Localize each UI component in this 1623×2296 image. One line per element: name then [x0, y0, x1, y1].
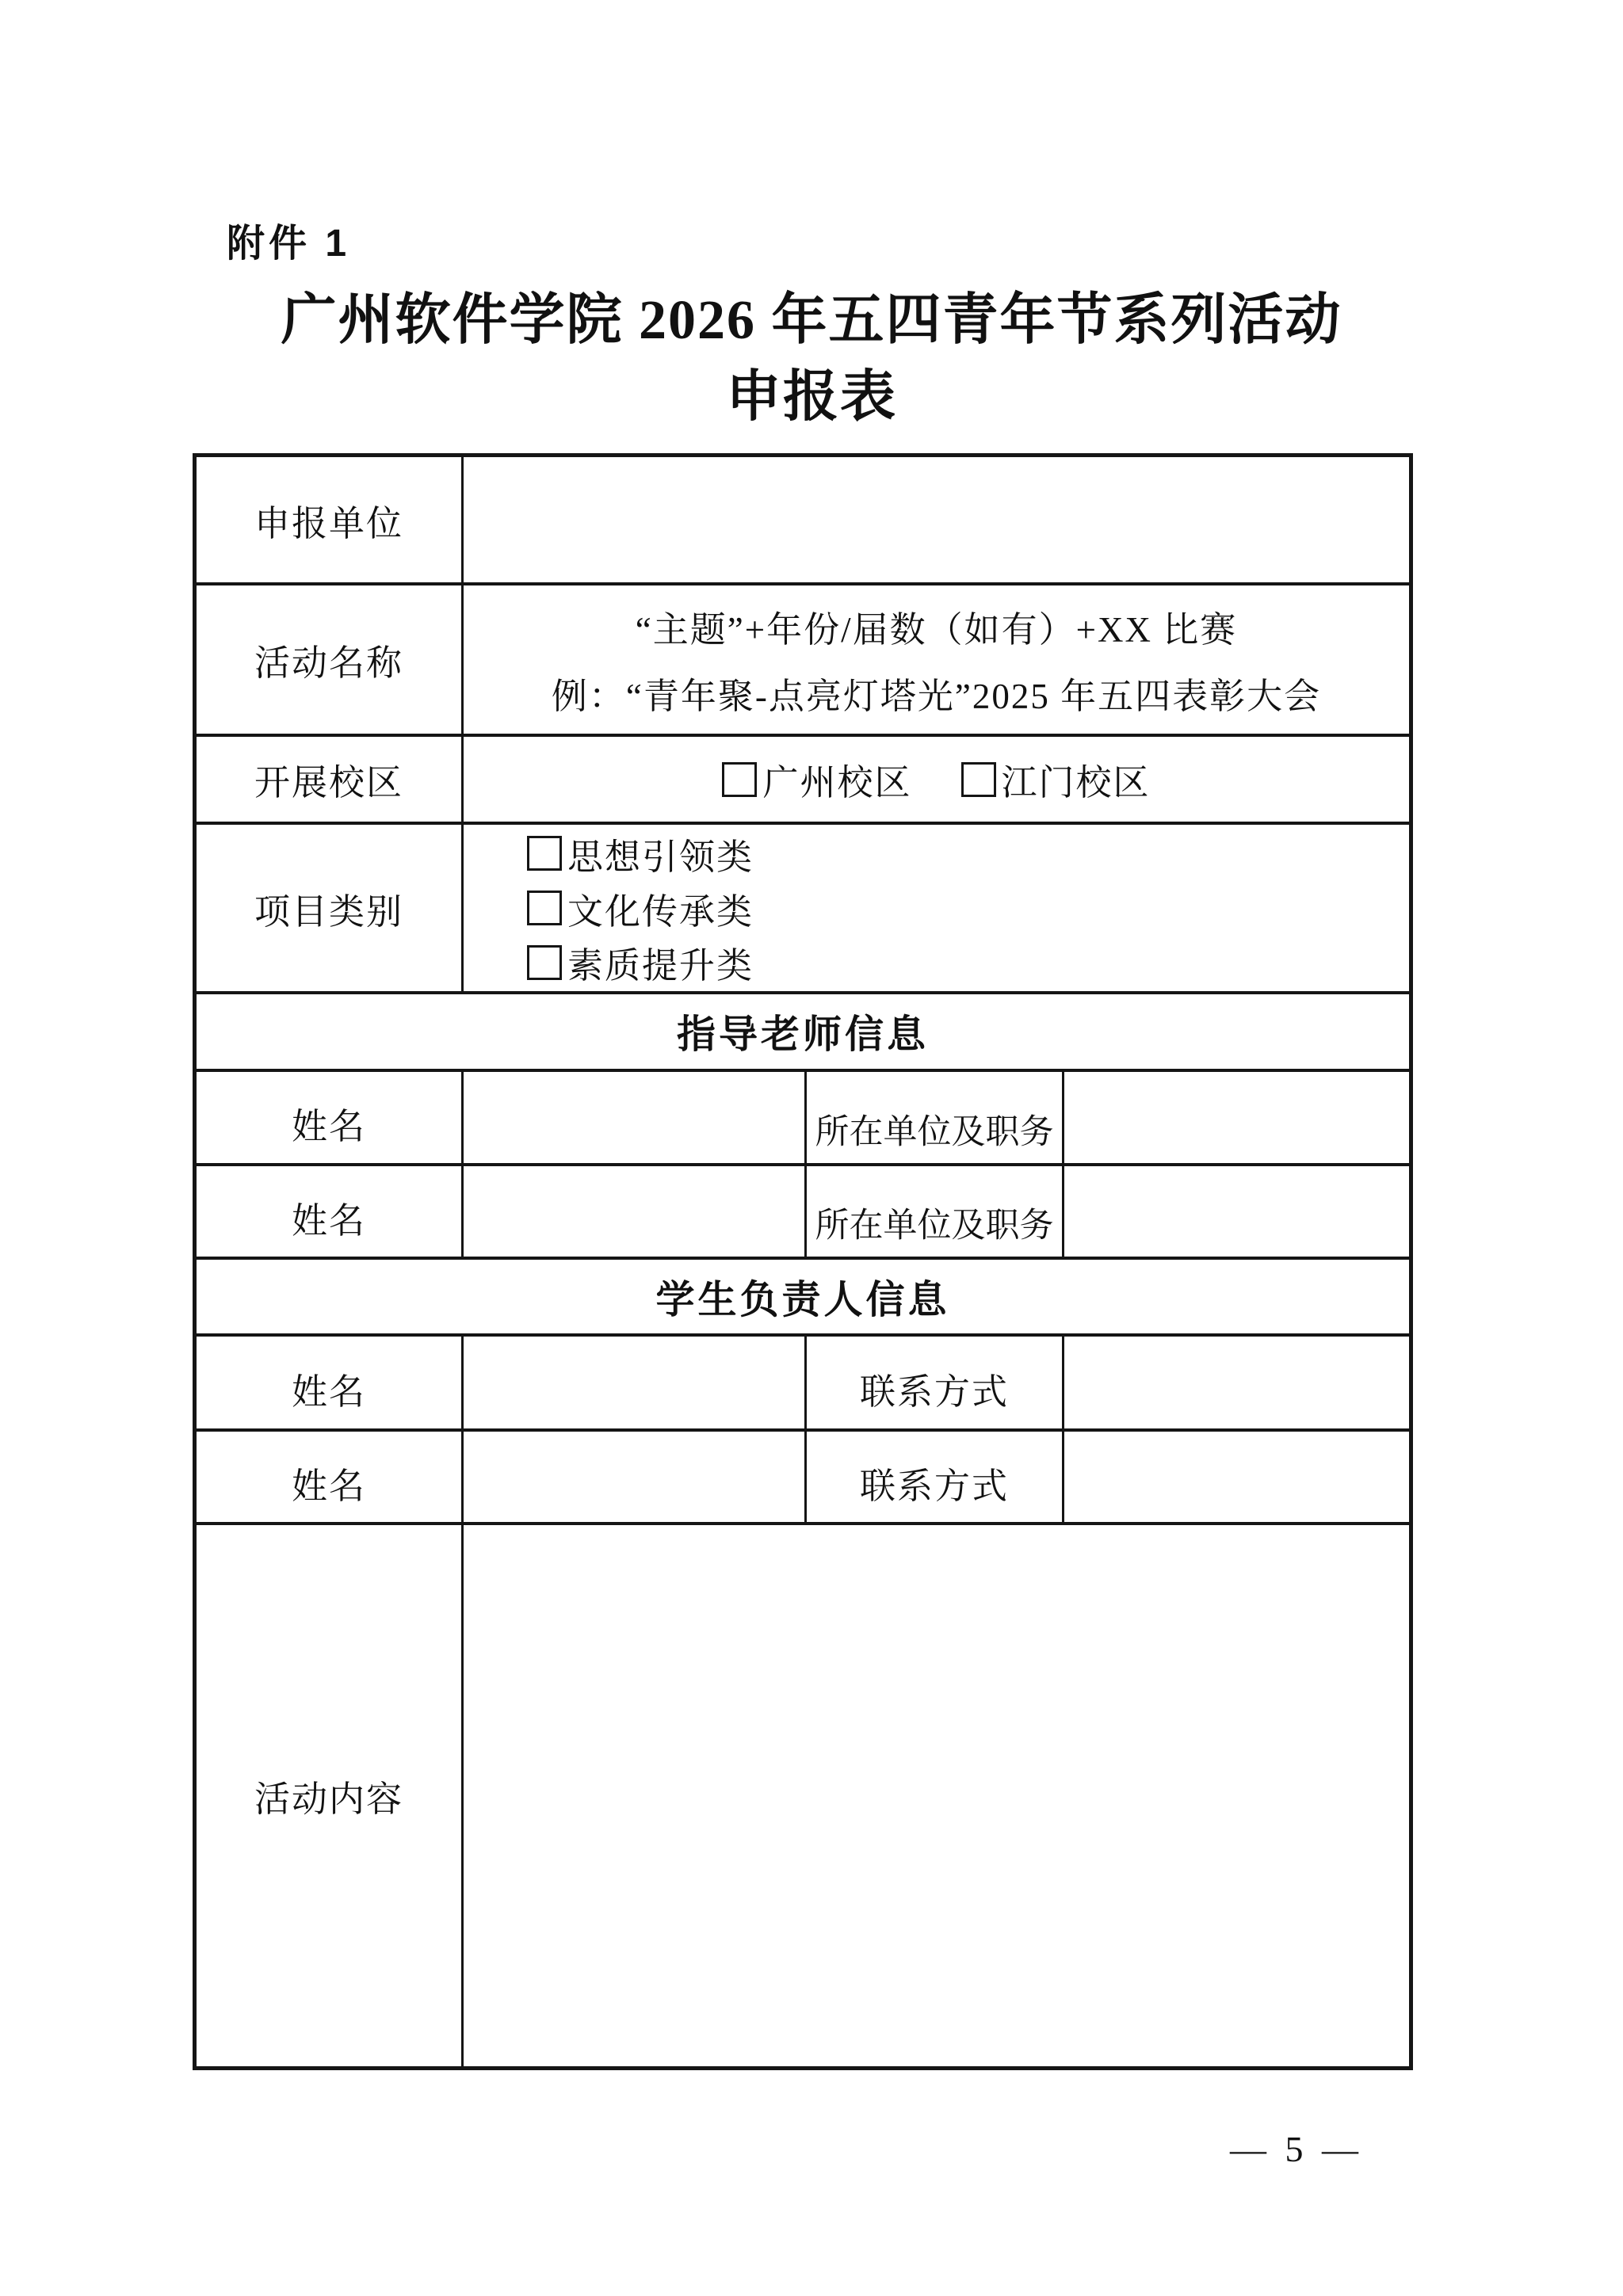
activity-name-example: 例：“青年聚-点亮灯塔光”2025 年五四表彰大会: [551, 677, 1322, 716]
applicant-unit-label: 申报单位: [197, 457, 464, 582]
instructor-unit-label: 所在单位及职务: [807, 1166, 1064, 1257]
document-title-line2: 申报表: [726, 367, 897, 428]
applicant-unit-row: [197, 457, 1409, 585]
checkbox-icon[interactable]: [527, 945, 562, 980]
instructor-unit-value-cell[interactable]: [1064, 1072, 1409, 1163]
project-category-label: 项目类别: [197, 825, 464, 991]
instructor-name-label: 姓名: [197, 1072, 464, 1163]
student-section-header: 学生负责人信息: [655, 1277, 950, 1322]
project-category-options-cell: [464, 825, 1409, 991]
instructor-row: [197, 1166, 1409, 1260]
instructor-section-header-row: [197, 994, 1409, 1072]
student-section-header-row: [197, 1260, 1409, 1337]
student-contact-value-cell[interactable]: [1064, 1337, 1409, 1428]
activity-content-row: [197, 1525, 1409, 2066]
checkbox-icon[interactable]: [527, 891, 562, 925]
instructor-unit-value-cell[interactable]: [1064, 1166, 1409, 1257]
student-name-label: 姓名: [197, 1432, 464, 1522]
campus-option-label: 江门校区: [1001, 763, 1151, 803]
student-name-value-cell[interactable]: [464, 1432, 807, 1522]
student-contact-value-cell[interactable]: [1064, 1432, 1409, 1522]
checkbox-icon[interactable]: [722, 762, 757, 797]
campus-options-cell: [464, 737, 1409, 822]
student-row: [197, 1337, 1409, 1432]
instructor-row: [197, 1072, 1409, 1166]
instructor-name-value-cell[interactable]: [464, 1166, 807, 1257]
document-title-line1: 广州软件学院 2026 年五四青年节系列活动: [281, 290, 1342, 351]
student-contact-label: 联系方式: [807, 1337, 1064, 1428]
application-form-table: [193, 453, 1413, 2070]
instructor-unit-label: 所在单位及职务: [807, 1072, 1064, 1163]
campus-option-label: 广州校区: [762, 763, 912, 803]
campus-option-guangzhou[interactable]: [722, 753, 911, 805]
checkbox-icon[interactable]: [961, 762, 996, 797]
category-option-quality-improvement[interactable]: [527, 936, 754, 988]
activity-name-value-cell[interactable]: [464, 585, 1409, 734]
instructor-section-header: 指导老师信息: [676, 1013, 929, 1056]
campus-label: 开展校区: [197, 737, 464, 822]
campus-row: [197, 737, 1409, 825]
student-contact-label: 联系方式: [807, 1432, 1064, 1522]
instructor-name-label: 姓名: [197, 1166, 464, 1257]
student-name-label: 姓名: [197, 1337, 464, 1428]
student-name-value-cell[interactable]: [464, 1337, 807, 1428]
category-option-label: 素质提升类: [567, 946, 754, 986]
category-option-thought-leading[interactable]: [527, 828, 754, 879]
activity-name-format-hint: “主题”+年份/届数（如有）+XX 比赛: [635, 610, 1238, 650]
activity-name-row: [197, 585, 1409, 737]
attachment-label: 附件 1: [227, 223, 351, 265]
document-title: [0, 282, 1623, 436]
page-number: — 5 —: [1230, 2129, 1363, 2169]
student-row: [197, 1432, 1409, 1525]
campus-option-jiangmen[interactable]: [961, 753, 1151, 805]
category-option-label: 思想引领类: [567, 837, 754, 877]
activity-name-label: 活动名称: [197, 585, 464, 734]
project-category-row: [197, 825, 1409, 994]
checkbox-icon[interactable]: [527, 836, 562, 871]
activity-content-label: 活动内容: [197, 1525, 464, 2066]
instructor-name-value-cell[interactable]: [464, 1072, 807, 1163]
activity-content-value-cell[interactable]: [464, 1525, 1409, 2066]
category-option-label: 文化传承类: [567, 891, 754, 932]
category-option-culture-heritage[interactable]: [527, 883, 754, 934]
applicant-unit-value-cell[interactable]: [464, 457, 1409, 582]
